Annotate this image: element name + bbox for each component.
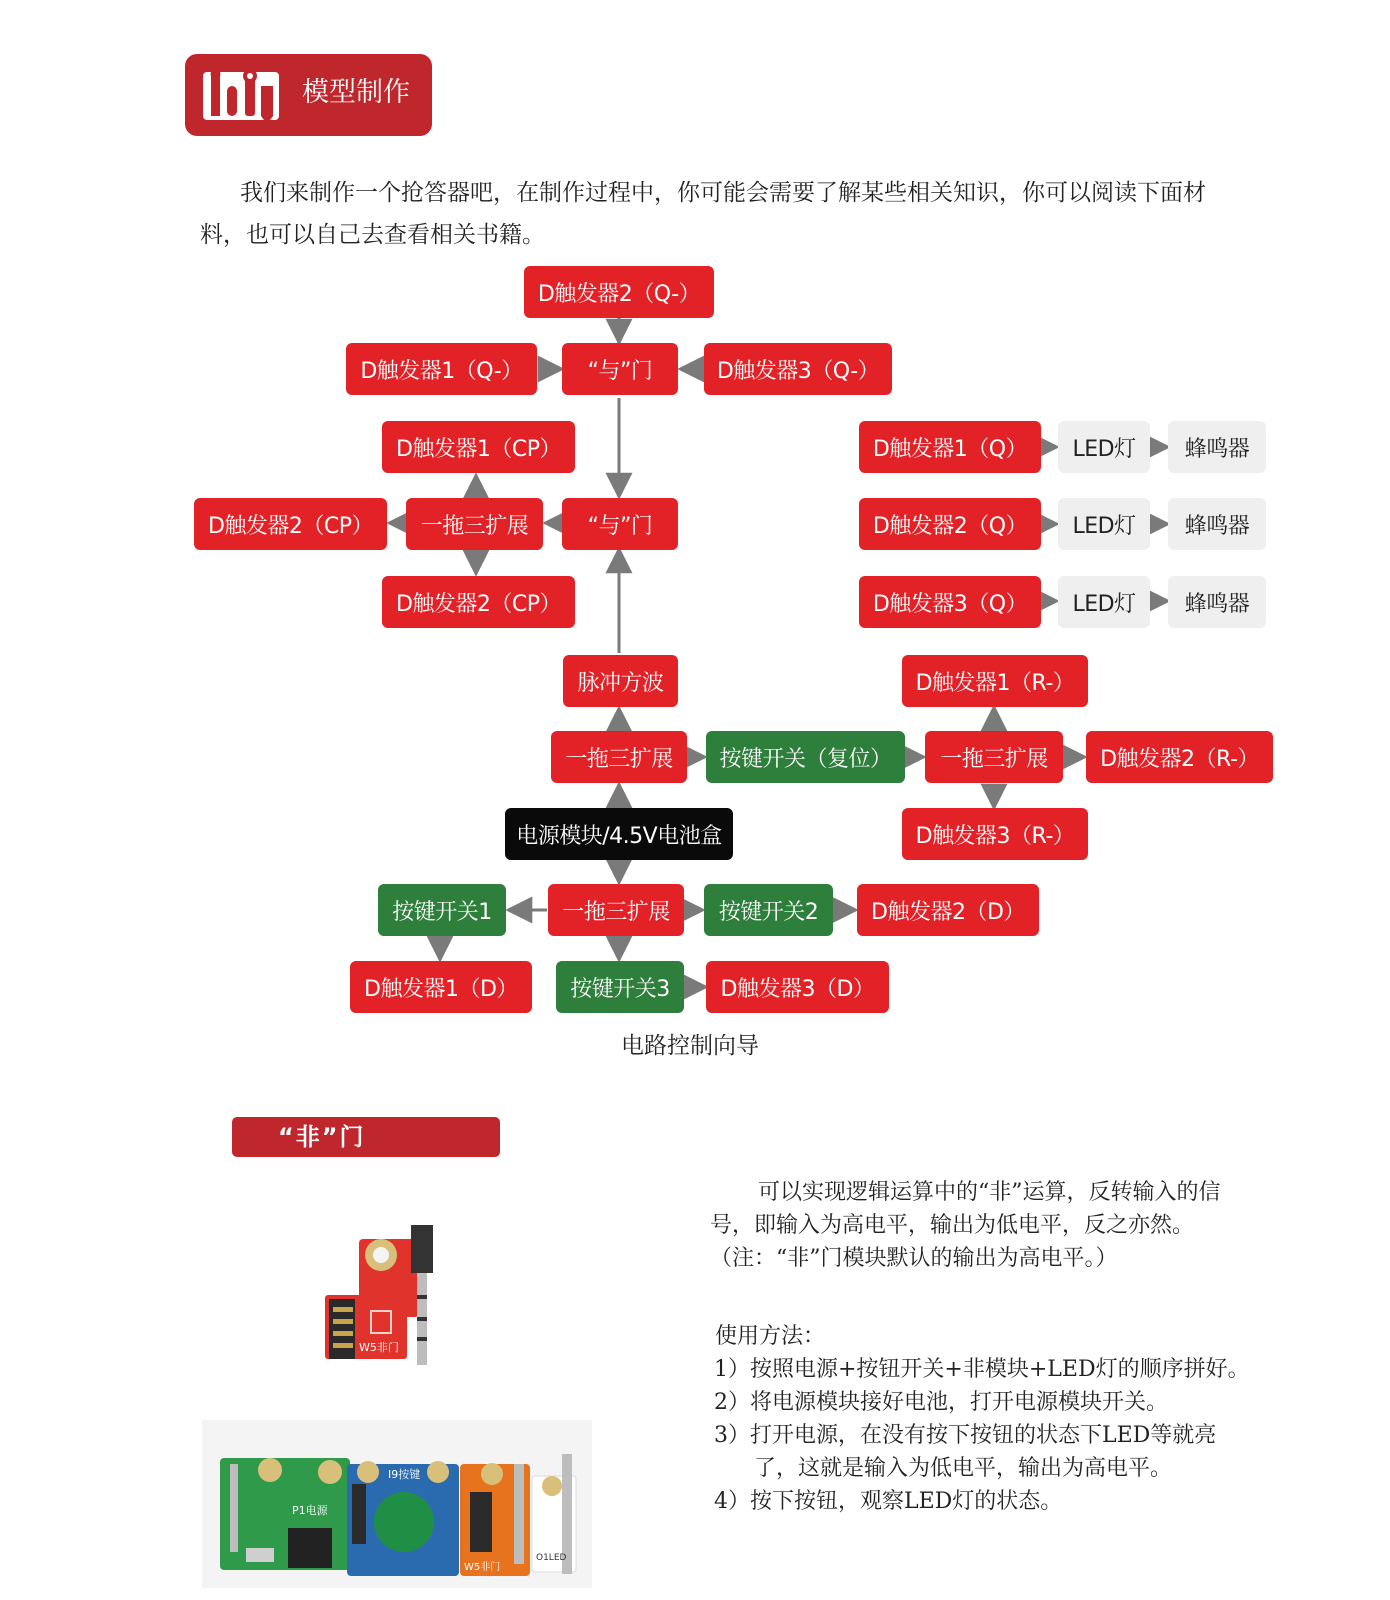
usage-title: 使用方法：: [715, 1324, 826, 1349]
power-module-label: P1电源: [292, 1504, 328, 1517]
node-d2-qn: D触发器2（Q-）: [524, 266, 714, 318]
node-d1-q: D触发器1（Q）: [859, 421, 1041, 473]
node-and-top: “与”门: [562, 343, 678, 395]
node-d1-qn: D触发器1（Q-）: [346, 343, 537, 395]
led-module-label: O1LED: [536, 1553, 567, 1563]
usage-step: 1）按照电源+按钮开关+非模块+LED灯的顺序拼好。: [714, 1357, 1250, 1382]
node-ext-cp: 一拖三扩展: [406, 498, 543, 550]
node-d2-d: D触发器2（D）: [857, 884, 1039, 936]
node-reset-switch: 按键开关（复位）: [706, 731, 905, 783]
node-buzzer-2: 蜂鸣器: [1168, 498, 1266, 550]
node-d2-cp-bottom: D触发器2（CP）: [382, 576, 575, 628]
node-d3-qn: D触发器3（Q-）: [704, 343, 892, 395]
node-d3-d: D触发器3（D）: [706, 961, 889, 1013]
node-d1-d: D触发器1（D）: [350, 961, 532, 1013]
not-module-label: W5非门: [464, 1562, 501, 1573]
usage-step: 4）按下按钮，观察LED灯的状态。: [714, 1489, 1063, 1514]
node-d2-rn: D触发器2（R-）: [1086, 731, 1273, 783]
node-switch-1: 按键开关1: [378, 884, 506, 936]
not-gate-heading: “非”门: [232, 1117, 500, 1157]
usage-step: 3）打开电源，在没有按下按钮的状态下LED等就亮了，这就是输入为低电平，输出为高电平。: [714, 1423, 1217, 1481]
node-led-3: LED灯: [1058, 576, 1150, 628]
node-ext-r: 一拖三扩展: [925, 731, 1063, 783]
node-pulse: 脉冲方波: [563, 655, 678, 707]
node-d2-q: D触发器2（Q）: [859, 498, 1041, 550]
assembled-circuit-photo: [202, 1420, 592, 1588]
node-d1-cp: D触发器1（CP）: [382, 421, 575, 473]
node-d3-rn: D触发器3（R-）: [902, 808, 1088, 860]
node-d1-rn: D触发器1（R-）: [902, 655, 1088, 707]
node-ext-mid: 一拖三扩展: [551, 731, 687, 783]
section-title: 模型制作: [302, 77, 410, 108]
node-buzzer-1: 蜂鸣器: [1168, 421, 1266, 473]
node-and-mid: “与”门: [562, 498, 678, 550]
button-module-label: I9按键: [388, 1468, 421, 1481]
module-label: W5非门: [359, 1341, 399, 1354]
node-buzzer-3: 蜂鸣器: [1168, 576, 1266, 628]
node-led-2: LED灯: [1058, 498, 1150, 550]
node-d3-q: D触发器3（Q）: [859, 576, 1041, 628]
node-led-1: LED灯: [1058, 421, 1150, 473]
intro-paragraph: 我们来制作一个抢答器吧，在制作过程中，你可能会需要了解某些相关知识，你可以阅读下面材料，也可以自己去查看相关书籍。: [200, 180, 1206, 248]
not-gate-description: 可以实现逻辑运算中的“非”运算，反转输入的信号，即输入为高电平，输出为低电平，反之亦然。（注：“非”门模块默认的输出为高电平。）: [710, 1180, 1221, 1271]
node-switch-3: 按键开关3: [556, 961, 684, 1013]
node-d2-cp-left: D触发器2（CP）: [194, 498, 387, 550]
flow-caption: 电路控制向导: [621, 1033, 759, 1059]
not-gate-module-photo: [325, 1225, 455, 1375]
node-power: 电源模块/4.5V电池盒: [505, 808, 733, 860]
usage-instructions: [710, 1320, 1255, 1518]
node-switch-2: 按键开关2: [704, 884, 833, 936]
node-ext-bottom: 一拖三扩展: [548, 884, 684, 936]
usage-step: 2）将电源模块接好电池，打开电源模块开关。: [714, 1390, 1168, 1415]
